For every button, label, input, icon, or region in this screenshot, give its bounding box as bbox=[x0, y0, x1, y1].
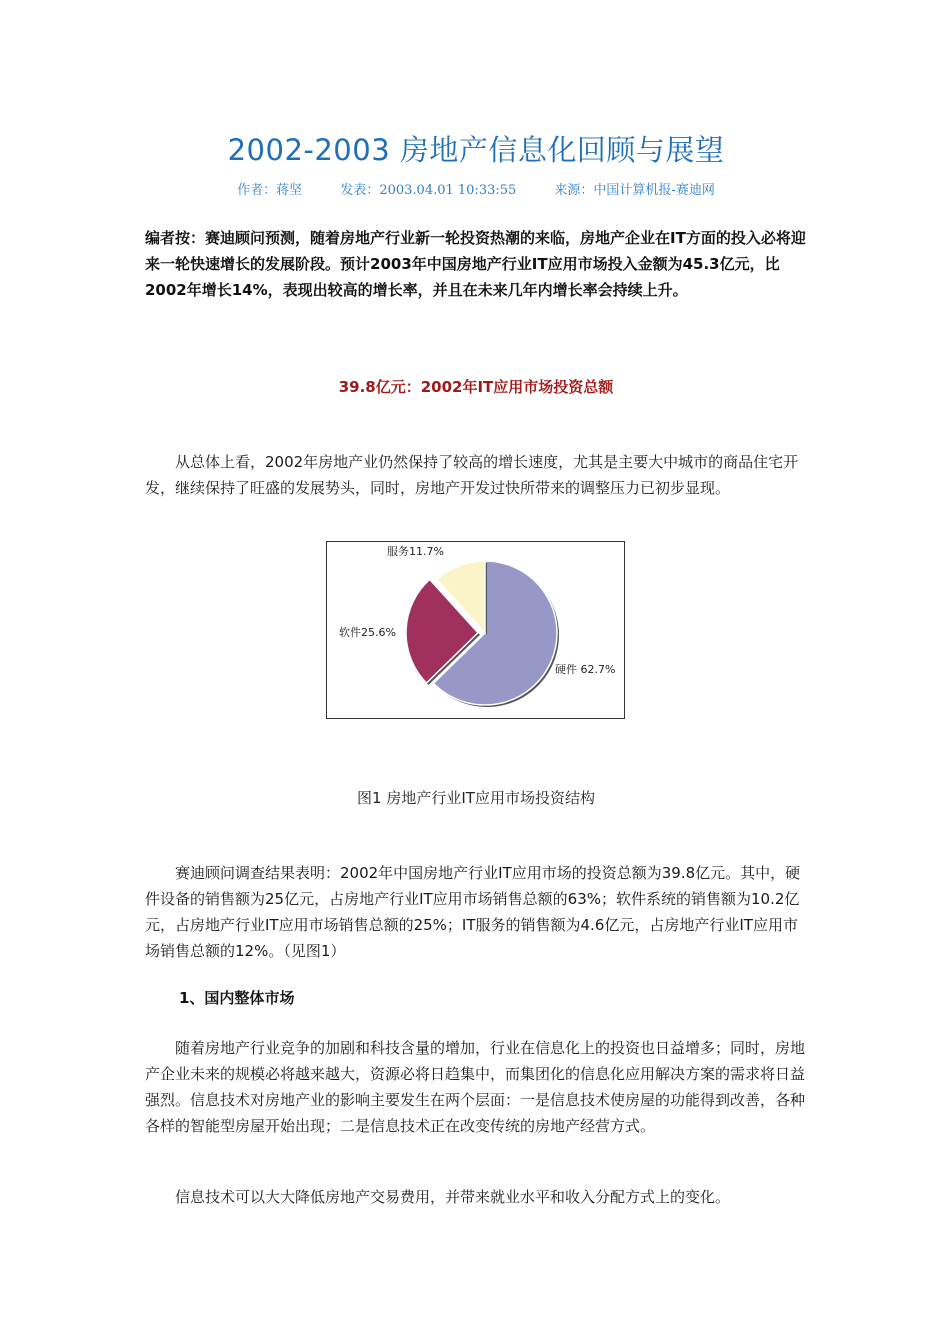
pie-slice-label: 软件25.6% bbox=[339, 626, 396, 639]
pie-slice-label: 服务11.7% bbox=[387, 545, 444, 558]
author: 作者：蒋坚 bbox=[237, 183, 303, 198]
pie-slice-label: 硬件 62.7% bbox=[555, 663, 616, 676]
publish-time: 发表：2003.04.01 10:33:55 bbox=[340, 183, 517, 198]
pie-chart-figure bbox=[326, 541, 625, 719]
paragraph: 从总体上看，2002年房地产业仍然保持了较高的增长速度，尤其是主要大中城市的商品住宅开发，继续保持了旺盛的发展势头，同时，房地产开发过快所带来的调整压力已初步显现。 bbox=[145, 453, 799, 497]
figure-caption: 图1 房地产行业IT应用市场投资结构 bbox=[357, 789, 595, 807]
article-title: 2002-2003 房地产信息化回顾与展望 bbox=[227, 133, 725, 167]
section-heading: 39.8亿元：2002年IT应用市场投资总额 bbox=[338, 378, 614, 396]
subheading: 1、国内整体市场 bbox=[179, 989, 295, 1007]
paragraph: 信息技术可以大大降低房地产交易费用，并带来就业水平和收入分配方式上的变化。 bbox=[175, 1188, 731, 1206]
editor-note: 编者按：赛迪顾问预测，随着房地产行业新一轮投资热潮的来临，房地产企业在IT方面的投入必将迎来一轮快速增长的发展阶段。预计2003年中国房地产行业IT应用市场投入金额为45.3亿元，比2002年增长14%，表现出较高的增长率，并且在未来几年内增长率会持续上升。 bbox=[145, 229, 806, 299]
source: 来源：中国计算机报-赛迪网 bbox=[554, 183, 715, 198]
paragraph: 随着房地产行业竞争的加剧和科技含量的增加，行业在信息化上的投资也日益增多；同时，房地产企业未来的规模必将越来越大，资源必将日趋集中，而集团化的信息化应用解决方案的需求将日益强烈。信息技术对房地产业的影响主要发生在两个层面：一是信息技术使房屋的功能得到改善，各种各样的智能型房屋开始出现；二是信息技术正在改变传统的房地产经营方式。 bbox=[145, 1039, 806, 1135]
pie-chart bbox=[327, 542, 624, 718]
paragraph: 赛迪顾问调查结果表明：2002年中国房地产行业IT应用市场的投资总额为39.8亿元。其中，硬件设备的销售额为25亿元，占房地产行业IT应用市场销售总额的63%；软件系统的销售额为10.2亿元，占房地产行业IT应用市场销售总额的25%；IT服务的销售额为4.6亿元，占房地产行业IT应用市场销售总额的12%。（见图1） bbox=[145, 864, 801, 960]
article-byline bbox=[145, 179, 807, 198]
